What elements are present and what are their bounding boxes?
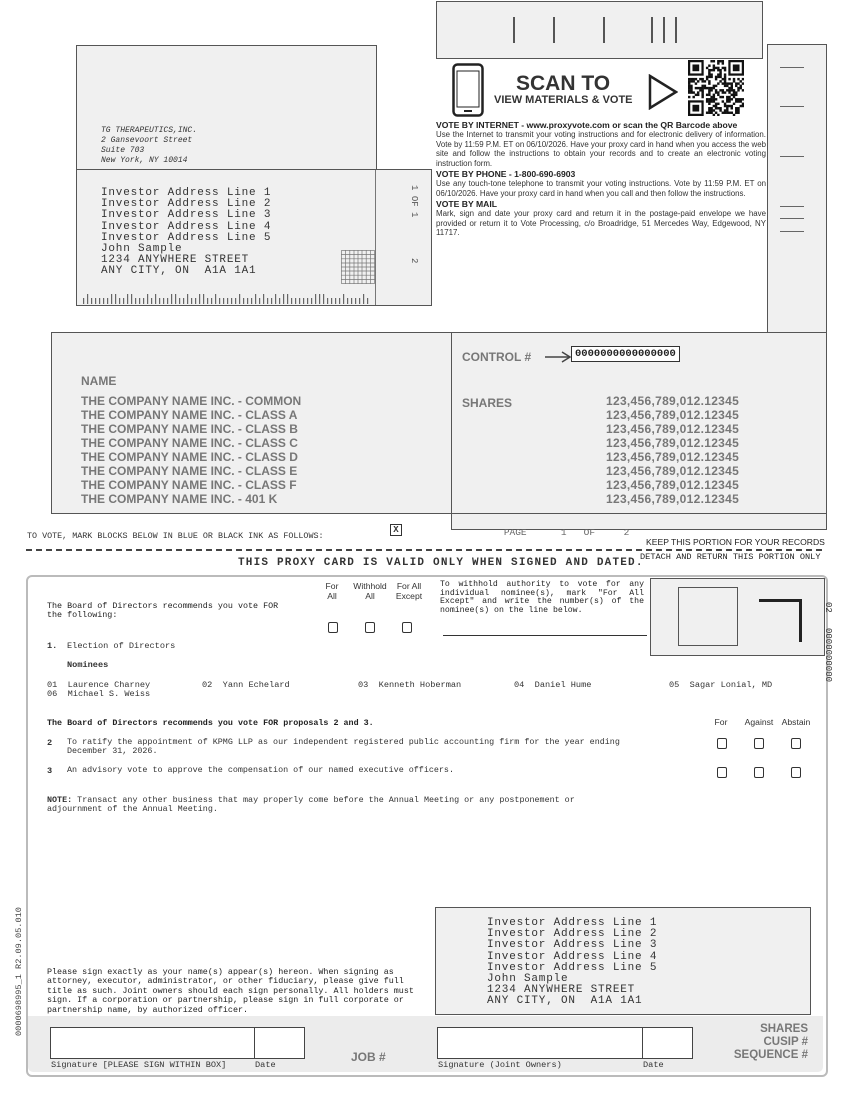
shares-label: SHARES — [462, 396, 513, 410]
proposal-3-number: 3 — [47, 766, 53, 776]
sequence-code-label: SEQUENCE # — [733, 1049, 808, 1061]
share-count: 123,456,789,012.12345 — [606, 394, 740, 408]
mark-example: X — [390, 524, 402, 536]
company-list — [81, 394, 301, 506]
vote-phone-body: Use any touch-tone telephone to transmit your voting instructions. Vote by 11:59 P.M. ET on 06/10/2026. Have your proxy card in hand when you call and then follow the instructions. — [436, 179, 766, 198]
vote-mail-body: Mark, sign and date your proxy card and return it in the postage-paid envelope we have provided or return it to Vote Processing, c/o Broadridge, 51 Mercedes Way, Edgewood, NY 11717. — [436, 209, 766, 237]
tracking-strip — [767, 44, 827, 333]
nominee-02: 02 Yann Echelard — [202, 680, 290, 690]
joint-signature-box[interactable] — [437, 1027, 643, 1059]
arrow-right-icon — [544, 350, 572, 364]
vote-mail-heading: VOTE BY MAIL — [436, 199, 497, 209]
address-line: John Sample — [487, 973, 569, 986]
for-all-checkbox[interactable] — [328, 622, 338, 633]
except-nominee-line[interactable] — [443, 635, 647, 636]
proposal-3-against-checkbox[interactable] — [754, 767, 764, 778]
vertical-form-code: 0000698995_1 R2.09.05.010 — [14, 907, 24, 1036]
address-line: Investor Address Line 3 — [487, 939, 658, 952]
mailing-address — [101, 188, 271, 278]
voting-methods — [436, 120, 766, 238]
col-against: Against — [744, 717, 774, 727]
account-name-panel — [51, 332, 453, 514]
proposal-2-against-checkbox[interactable] — [754, 738, 764, 749]
barcode-strip — [436, 1, 763, 59]
address-line: Investor Address Line 4 — [101, 220, 272, 233]
return-address — [487, 918, 657, 1008]
footer-codes — [712, 1023, 808, 1062]
col-for-all-except: For All Except — [395, 581, 423, 601]
share-count: 123,456,789,012.12345 — [606, 478, 740, 492]
share-count: 123,456,789,012.12345 — [606, 422, 740, 436]
vote-phone-heading: VOTE BY PHONE - 1-800-690-6903 — [436, 169, 576, 179]
proposal-2-text: To ratify the appointment of KPMG LLP as our independent registered public accounting firm for the year ending December 31, 2026. — [67, 737, 620, 757]
date-box[interactable] — [254, 1027, 305, 1059]
share-count: 123,456,789,012.12345 — [606, 492, 740, 506]
qr-code-icon — [688, 60, 744, 116]
company-name: THE COMPANY NAME INC. - CLASS B — [81, 422, 298, 436]
item1-number: 1. — [47, 641, 58, 651]
nominee-05: 05 Sagar Lonial, MD — [669, 680, 773, 690]
company-name: THE COMPANY NAME INC. - CLASS A — [81, 408, 298, 422]
page-marker-total: 2 — [409, 258, 419, 264]
address-line: Investor Address Line 3 — [101, 209, 272, 222]
vote-internet-heading: VOTE BY INTERNET - www.proxyvote.com or scan the QR Barcode above — [436, 120, 738, 130]
proposal-2-number: 2 — [47, 738, 53, 748]
signature-box[interactable] — [50, 1027, 255, 1059]
job-label: JOB # — [351, 1050, 386, 1064]
address-line: ANY CITY, ON A1A 1A1 — [487, 995, 643, 1008]
address-line: Investor Address Line 1 — [487, 917, 658, 929]
col-withhold-all: Withhold All — [353, 581, 387, 601]
share-count: 123,456,789,012.12345 — [606, 436, 740, 450]
sender-window — [76, 45, 377, 171]
shares-code-label: SHARES — [760, 1023, 808, 1035]
cusip-code-label: CUSIP # — [763, 1036, 808, 1048]
recommend-for-text: The Board of Directors recommends you vote FOR the following: — [47, 601, 279, 621]
page-indicator: PAGE 1 OF 2 — [503, 527, 630, 538]
phone-icon — [452, 63, 484, 117]
share-count: 123,456,789,012.12345 — [606, 408, 740, 422]
postal-barcode — [81, 294, 371, 304]
vote-internet-body: Use the Internet to transmit your voting instructions and for electronic delivery of information. Vote by 11:59 P.M. ET on 06/10/2026. Have your proxy card in hand when you access the web site and follow the instructions to obtain your records and to create an electronic voting instruction form. — [436, 130, 766, 168]
address-line: Investor Address Line 2 — [101, 198, 272, 211]
address-line: Investor Address Line 4 — [487, 950, 658, 963]
play-arrow-icon — [648, 74, 678, 110]
col-abstain: Abstain — [781, 717, 811, 727]
for-all-except-checkbox[interactable] — [402, 622, 412, 633]
joint-date-label: Date — [643, 1060, 664, 1070]
address-line: Investor Address Line 5 — [101, 231, 272, 244]
nominee-01: 01 Laurence Charney — [47, 680, 151, 690]
valid-notice: THIS PROXY CARD IS VALID ONLY WHEN SIGNED AND DATED. — [238, 557, 644, 569]
company-name: THE COMPANY NAME INC. - 401 K — [81, 492, 278, 506]
detach-line — [26, 549, 822, 551]
address-line: Investor Address Line 2 — [487, 928, 658, 941]
address-line: Investor Address Line 1 — [101, 187, 272, 199]
company-name: THE COMPANY NAME INC. - COMMON — [81, 394, 302, 408]
mailing-address-window — [76, 169, 432, 306]
sender-line: TG THERAPEUTICS,INC. — [101, 126, 198, 135]
side-code-top: 02 — [823, 602, 833, 613]
proposal-2-for-checkbox[interactable] — [717, 738, 727, 749]
keep-portion-label: KEEP THIS PORTION FOR YOUR RECORDS — [646, 537, 825, 547]
address-line: John Sample — [101, 243, 183, 256]
withhold-instructions: To withhold authority to vote for any individual nominee(s), mark "For All Except" and write the number(s) of the nominee(s) on the line below. — [440, 580, 644, 615]
address-line: Investor Address Line 5 — [487, 961, 658, 974]
grid-mark-icon — [341, 250, 375, 284]
share-count: 123,456,789,012.12345 — [606, 464, 740, 478]
joint-date-box[interactable] — [642, 1027, 693, 1059]
share-count: 123,456,789,012.12345 — [606, 450, 740, 464]
joint-signature-label: Signature (Joint Owners) — [438, 1060, 562, 1070]
shares-list — [606, 394, 739, 506]
item1-text: Election of Directors — [67, 641, 176, 651]
vote-ink-instructions: TO VOTE, MARK BLOCKS BELOW IN BLUE OR BLACK INK AS FOLLOWS: — [27, 531, 324, 541]
sign-instructions: Please sign exactly as your name(s) appear(s) hereon. When signing as attorney, executor, administrator, or other fiduciary, please give full title as such. Joint owners should each sign personally. All holders must sign. If a corporation or partnership, please sign in full corporate or partnership name, by authorized officer. — [47, 967, 414, 1015]
address-line: 1234 ANYWHERE STREET — [487, 984, 636, 997]
control-label: CONTROL # — [462, 350, 532, 364]
nominees-label: Nominees — [67, 660, 109, 670]
account-shares-panel — [451, 332, 827, 538]
return-address-window — [435, 907, 811, 1015]
proposal-3-abstain-checkbox[interactable] — [791, 767, 801, 778]
sender-line: 2 Gansevoort Street — [101, 136, 193, 145]
nominee-04: 04 Daniel Hume — [514, 680, 592, 690]
scan-to-subtitle: VIEW MATERIALS & VOTE — [494, 94, 633, 106]
nominee-06: 06 Michael S. Weiss — [47, 689, 151, 699]
col-for: For — [714, 717, 728, 727]
scanner-mark-box — [650, 578, 825, 656]
nominee-03: 03 Kenneth Hoberman — [358, 680, 462, 690]
page-marker: 1 OF 1 — [409, 185, 419, 218]
sender-line: Suite 703 — [101, 146, 145, 155]
proposal-2-abstain-checkbox[interactable] — [791, 738, 801, 749]
control-number: 0000000000000000 — [571, 346, 680, 362]
proposal-3-text: An advisory vote to approve the compensation of our named executive officers. — [67, 765, 454, 775]
address-line: 1234 ANYWHERE STREET — [101, 254, 250, 267]
company-name: THE COMPANY NAME INC. - CLASS C — [81, 436, 298, 450]
proposal-3-for-checkbox[interactable] — [717, 767, 727, 778]
withhold-all-checkbox[interactable] — [365, 622, 375, 633]
col-for-all: For All — [325, 581, 339, 601]
side-code-bottom: 0000000000 — [823, 628, 833, 683]
note-text: NOTE: Transact any other business that may properly come before the Annual Meeting or any postponement or adjournment of the Annual Meeting. — [47, 795, 575, 815]
name-label: NAME — [81, 374, 117, 388]
sender-address — [101, 126, 197, 166]
recommend-proposals-text: The Board of Directors recommends you vote FOR proposals 2 and 3. — [47, 718, 374, 728]
sender-line: New York, NY 10014 — [101, 156, 188, 165]
company-name: THE COMPANY NAME INC. - CLASS E — [81, 464, 298, 478]
company-name: THE COMPANY NAME INC. - CLASS D — [81, 450, 298, 464]
company-name: THE COMPANY NAME INC. - CLASS F — [81, 478, 297, 492]
date-label: Date — [255, 1060, 276, 1070]
detach-portion-label: DETACH AND RETURN THIS PORTION ONLY — [640, 552, 821, 562]
signature-label: Signature [PLEASE SIGN WITHIN BOX] — [51, 1060, 227, 1070]
scan-to-title: SCAN TO — [516, 72, 611, 95]
address-line: ANY CITY, ON A1A 1A1 — [101, 265, 257, 278]
